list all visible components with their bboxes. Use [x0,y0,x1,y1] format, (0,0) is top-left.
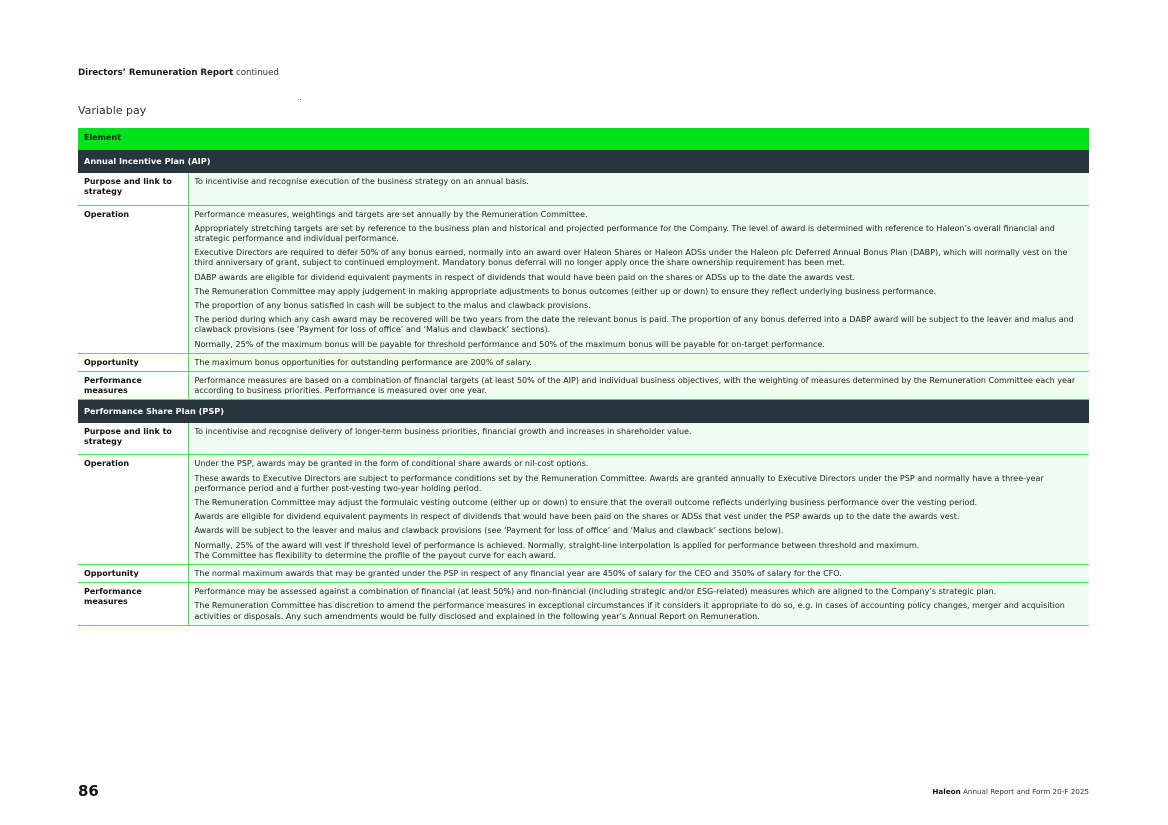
section-title: Variable pay [78,104,147,117]
table-row [78,371,1089,399]
stray-dot [300,99,301,100]
aip-measures-label: Performance measures [78,371,188,399]
aip-opportunity-label: Opportunity [78,353,188,371]
table-row [78,205,1089,353]
element-header: Element [78,128,1089,150]
table-row [78,353,1089,371]
aip-title-row [78,150,1089,173]
psp-opportunity-text: The normal maximum awards that may be granted under the PSP in respect of any financial year are 450% of salary for the CEO and 350% of salary for the CFO. [188,564,1089,582]
brand-name: Haleon [932,787,961,796]
page-header [78,68,279,78]
psp-operation-paragraph: Awards will be subject to the leaver and malus and clawback provisions (see ‘Payment for loss of office’ and ‘Malus and clawback’ sections below). [194,526,784,536]
psp-opportunity-label: Opportunity [78,564,188,582]
continued-label: continued [233,68,279,78]
aip-operation-paragraph: The proportion of any bonus satisfied in cash will be subject to the malus and clawback provisions. [194,300,591,310]
psp-purpose-text: To incentivise and recognise delivery of longer-term business priorities, financial growth and increases in shareholder value. [188,423,1089,455]
aip-purpose-text: To incentivise and recognise execution of the business strategy on an annual basis. [188,173,1089,205]
aip-purpose-label: Purpose and link to strategy [78,173,188,205]
table-row [78,564,1089,582]
table-row [78,455,1089,565]
psp-operation-label: Operation [78,455,188,565]
table-header-row [78,128,1089,150]
aip-operation-paragraph: Normally, 25% of the maximum bonus will be payable for threshold performance and 50% of the maximum bonus will be payable for on-target performance. [194,339,825,349]
psp-title: Performance Share Plan (PSP) [78,400,1089,423]
psp-operation-paragraph: The Remuneration Committee may adjust the formulaic vesting outcome (either up or down) to ensure that the overall outcome reflects underlying business performance over the vesting period. [194,497,978,507]
aip-operation-paragraph: DABP awards are eligible for dividend equivalent payments in respect of dividends that would have been paid on the shares or ADSs up to the date the awards vest. [194,272,856,282]
psp-measures-text [188,583,1089,626]
footer-report-title [932,787,1089,796]
table-row [78,423,1089,455]
psp-measures-paragraph: The Remuneration Committee has discretion to amend the performance measures in exceptional circumstances if it considers it appropriate to do so, e.g. in cases of accounting policy changes, merger and acquisition activities or disposals. Any such amendments would be fully disclosed and explained in the following year’s Annual Report on Remuneration. [194,601,1065,621]
psp-operation-text [188,455,1089,565]
aip-operation-paragraph: The period during which any cash award may be recovered will be two years from the date the relevant bonus is paid. The proportion of any bonus deferred into a DABP award will be subject to the leaver and malus and clawback provisions (see ‘Payment for loss of office’ and ‘Malus and clawback’ sections). [194,315,1074,335]
aip-operation-paragraph: The Remuneration Committee may apply judgement in making appropriate adjustments to bonus outcomes (either up or down) to ensure they reflect underlying business performance. [194,286,937,296]
psp-operation-paragraph: These awards to Executive Directors are subject to performance conditions set by the Remuneration Committee. Awards are granted annually to Executive Directors under the PSP and normally have a three-year performance period and a further post-vesting two-year holding period. [194,473,1044,493]
psp-operation-paragraph: Under the PSP, awards may be granted in the form of conditional share awards or nil-cost options. [194,459,589,469]
aip-operation-paragraph: Executive Directors are required to defer 50% of any bonus earned, normally into an award over Haleon Shares or Haleon ADSs under the Haleon plc Deferred Annual Bonus Plan (DABP), which will normally vest on the third anniversary of grant, subject to continued employment. Mandatory bonus deferral will no longer apply once the share ownership requirement has been met. [194,248,1068,268]
page-number: 86 [78,782,99,800]
table-row [78,583,1089,626]
psp-measures-paragraph: Performance may be assessed against a combination of financial (at least 50%) and non-financial (including strategic and/or ESG-related) measures which are aligned to the Company’s strategic plan. [194,587,997,597]
aip-title: Annual Incentive Plan (AIP) [78,150,1089,173]
aip-opportunity-text: The maximum bonus opportunities for outstanding performance are 200% of salary. [188,353,1089,371]
psp-purpose-label: Purpose and link to strategy [78,423,188,455]
psp-operation-paragraph: Awards are eligible for dividend equivalent payments in respect of dividends that would have been paid on the shares or ADSs that vest under the PSP awards up to the date the awards vest. [194,512,960,522]
aip-operation-paragraph: Appropriately stretching targets are set by reference to the business plan and historical and projected performance for the Company. The level of award is determined with reference to Haleon’s overall financial and strategic performance and individual performance. [194,223,1055,243]
variable-pay-table [78,128,1089,626]
aip-operation-paragraph: Performance measures, weightings and targets are set annually by the Remuneration Committee. [194,209,588,219]
psp-title-row [78,400,1089,423]
aip-measures-text: Performance measures are based on a combination of financial targets (at least 50% of the AIP) and individual business objectives, with the weighting of measures determined by the Remuneration Committee each year according to business priorities. Performance is measured over one year. [188,371,1089,399]
psp-operation-paragraph: Normally, 25% of the award will vest if threshold level of performance is achieved. Normally, straight-line interpolation is applied for performance between threshold and maximum. The Committee has flexibility to determine the profile of the payout curve for each award. [194,540,920,560]
report-title: Annual Report and Form 20-F 2025 [960,787,1089,796]
aip-operation-text [188,205,1089,353]
aip-operation-label: Operation [78,205,188,353]
table-row [78,173,1089,205]
report-section-title: Directors’ Remuneration Report [78,68,234,78]
psp-measures-label: Performance measures [78,583,188,626]
